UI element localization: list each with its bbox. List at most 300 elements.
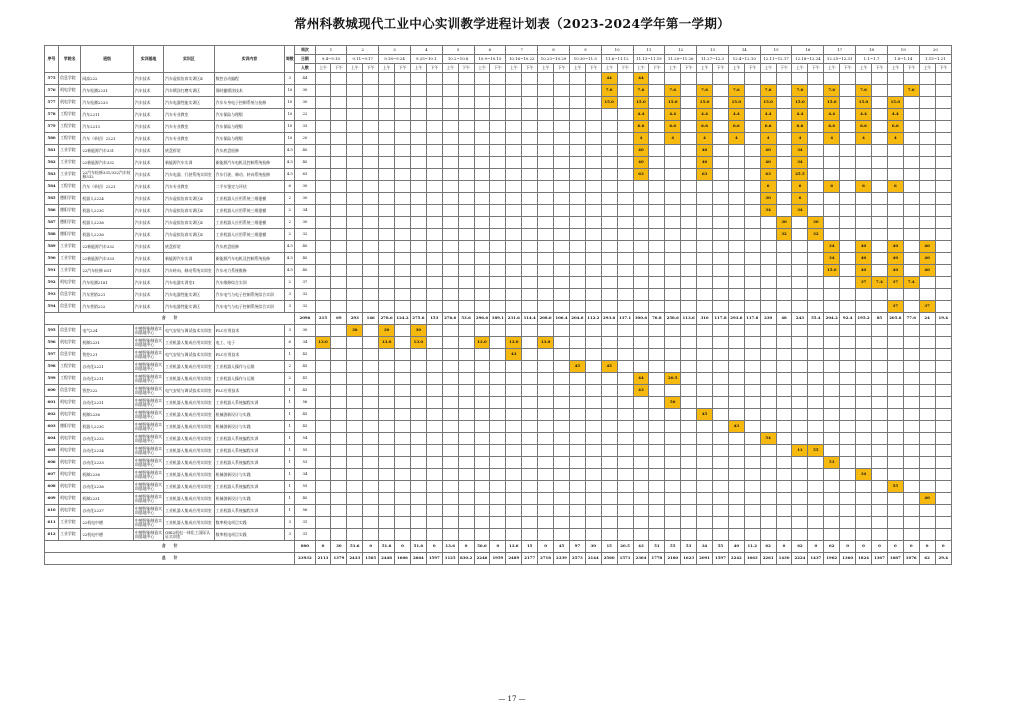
- empty-cell: [490, 109, 506, 121]
- empty-cell: [808, 145, 824, 157]
- empty-cell: [442, 277, 458, 289]
- total-value: 19.4: [935, 313, 951, 325]
- empty-cell: [824, 505, 840, 517]
- total-value: 45: [554, 541, 570, 553]
- empty-cell: [395, 457, 411, 469]
- empty-cell: [395, 289, 411, 301]
- row-base: 汽车技术: [133, 157, 163, 169]
- empty-cell: [490, 265, 506, 277]
- empty-cell: [633, 505, 649, 517]
- schedule-cell: 13.0: [379, 337, 395, 349]
- empty-cell: [395, 301, 411, 313]
- empty-cell: [744, 253, 760, 265]
- empty-cell: [410, 73, 426, 85]
- empty-cell: [697, 193, 713, 205]
- total-value: 0: [840, 541, 856, 553]
- week-date: 10.2~10.8: [442, 55, 474, 64]
- empty-cell: [665, 385, 681, 397]
- empty-cell: [712, 205, 728, 217]
- empty-cell: [919, 169, 935, 181]
- empty-cell: [760, 385, 776, 397]
- total-label: 合 计: [45, 313, 295, 325]
- empty-cell: [728, 205, 744, 217]
- empty-cell: [538, 169, 554, 181]
- empty-cell: [395, 157, 411, 169]
- empty-cell: [887, 409, 903, 421]
- row-content: 汽车保险与理赔: [214, 109, 285, 121]
- row-base: 中德智能制造实训基地中心: [134, 349, 163, 359]
- empty-cell: [728, 325, 744, 337]
- row-weeks: 10: [285, 121, 295, 133]
- empty-cell: [522, 241, 538, 253]
- empty-cell: [760, 349, 776, 361]
- schedule-cell: 6: [887, 181, 903, 193]
- empty-cell: [363, 397, 379, 409]
- empty-cell: [331, 529, 347, 541]
- empty-cell: [379, 265, 395, 277]
- empty-cell: [649, 325, 665, 337]
- empty-cell: [903, 181, 919, 193]
- total-value: 1379: [331, 553, 347, 565]
- empty-cell: [585, 133, 601, 145]
- empty-cell: [633, 349, 649, 361]
- empty-cell: [410, 529, 426, 541]
- empty-cell: [887, 145, 903, 157]
- empty-cell: [744, 157, 760, 169]
- empty-cell: [776, 73, 792, 85]
- empty-cell: [776, 517, 792, 529]
- empty-cell: [490, 325, 506, 337]
- row-people: 31: [295, 529, 315, 541]
- empty-cell: [776, 121, 792, 133]
- empty-cell: [760, 421, 776, 433]
- week-number: 17: [824, 46, 856, 55]
- empty-cell: [601, 505, 617, 517]
- empty-cell: [744, 241, 760, 253]
- row-base: 中德智能制造实训基地中心: [134, 493, 163, 503]
- empty-cell: [728, 445, 744, 457]
- empty-cell: [474, 145, 490, 157]
- row-seq: 579: [45, 121, 59, 133]
- empty-cell: [426, 205, 442, 217]
- table-row: [45, 229, 952, 241]
- empty-cell: [379, 157, 395, 169]
- empty-cell: [474, 157, 490, 169]
- empty-cell: [887, 85, 903, 97]
- empty-cell: [538, 229, 554, 241]
- schedule-cell: 20.5: [665, 373, 681, 385]
- empty-cell: [697, 73, 713, 85]
- empty-cell: [315, 529, 331, 541]
- schedule-cell: 56: [665, 397, 681, 409]
- empty-cell: [728, 253, 744, 265]
- row-base: 中德智能制造实训基地中心: [134, 481, 163, 491]
- empty-cell: [410, 289, 426, 301]
- empty-cell: [331, 301, 347, 313]
- empty-cell: [871, 217, 887, 229]
- empty-cell: [522, 529, 538, 541]
- schedule-cell: 4.4: [856, 109, 872, 121]
- row-college: 信息学院: [59, 301, 81, 313]
- empty-cell: [744, 457, 760, 469]
- row-class: 电气224: [81, 325, 134, 337]
- empty-cell: [744, 361, 760, 373]
- empty-cell: [506, 205, 522, 217]
- empty-cell: [538, 469, 554, 481]
- empty-cell: [315, 217, 331, 229]
- empty-cell: [538, 181, 554, 193]
- empty-cell: [824, 169, 840, 181]
- schedule-cell: 34: [792, 145, 808, 157]
- empty-cell: [903, 193, 919, 205]
- empty-cell: [935, 121, 951, 133]
- empty-cell: [887, 289, 903, 301]
- empty-cell: [665, 493, 681, 505]
- am-header: 上午: [410, 64, 426, 73]
- empty-cell: [617, 337, 633, 349]
- empty-cell: [458, 133, 474, 145]
- empty-cell: [538, 361, 554, 373]
- empty-cell: [681, 421, 697, 433]
- empty-cell: [585, 277, 601, 289]
- empty-cell: [347, 529, 363, 541]
- schedule-cell: 40: [887, 253, 903, 265]
- empty-cell: [363, 157, 379, 169]
- empty-cell: [569, 181, 585, 193]
- empty-cell: [824, 397, 840, 409]
- row-people: 43: [295, 385, 315, 397]
- empty-cell: [633, 253, 649, 265]
- empty-cell: [538, 457, 554, 469]
- empty-cell: [808, 325, 824, 337]
- row-base: 汽车技术: [133, 289, 163, 301]
- row-base: 中德智能制造实训基地中心: [134, 505, 163, 515]
- row-area: 工业机器人集成应用实训室: [164, 409, 214, 421]
- empty-cell: [554, 385, 570, 397]
- empty-cell: [808, 409, 824, 421]
- empty-cell: [871, 505, 887, 517]
- empty-cell: [665, 361, 681, 373]
- empty-cell: [363, 409, 379, 421]
- empty-cell: [410, 469, 426, 481]
- schedule-cell: 6: [792, 193, 808, 205]
- empty-cell: [840, 73, 856, 85]
- empty-cell: [522, 109, 538, 121]
- empty-cell: [617, 301, 633, 313]
- empty-cell: [871, 373, 887, 385]
- row-people: 41: [295, 373, 315, 385]
- empty-cell: [363, 325, 379, 337]
- total-value: 85: [871, 313, 887, 325]
- row-base: 中德智能制造实训基地中心: [134, 433, 163, 443]
- empty-cell: [554, 217, 570, 229]
- total-value: 1367: [871, 553, 887, 565]
- schedule-cell: 54: [760, 433, 776, 445]
- empty-cell: [347, 361, 363, 373]
- empty-cell: [315, 241, 331, 253]
- empty-cell: [665, 301, 681, 313]
- empty-cell: [728, 169, 744, 181]
- empty-cell: [744, 301, 760, 313]
- empty-cell: [919, 373, 935, 385]
- empty-cell: [935, 481, 951, 493]
- empty-cell: [617, 445, 633, 457]
- empty-cell: [649, 97, 665, 109]
- empty-cell: [474, 97, 490, 109]
- empty-cell: [840, 433, 856, 445]
- empty-cell: [840, 241, 856, 253]
- empty-cell: [856, 445, 872, 457]
- row-weeks: 3: [285, 529, 295, 541]
- empty-cell: [808, 433, 824, 445]
- empty-cell: [554, 289, 570, 301]
- schedule-cell: 7.6: [792, 85, 808, 97]
- empty-cell: [856, 457, 872, 469]
- empty-cell: [840, 481, 856, 493]
- schedule-cell: 4: [824, 133, 840, 145]
- row-class: 网高222: [81, 73, 134, 85]
- row-content: 汽车行驶、制动、转向系统检修: [214, 169, 285, 181]
- empty-cell: [617, 361, 633, 373]
- schedule-cell: 4: [887, 133, 903, 145]
- total-value: 189.1: [490, 313, 506, 325]
- empty-cell: [649, 193, 665, 205]
- empty-cell: [379, 373, 395, 385]
- empty-cell: [538, 145, 554, 157]
- empty-cell: [712, 109, 728, 121]
- empty-cell: [538, 217, 554, 229]
- schedule-cell: 6: [856, 181, 872, 193]
- empty-cell: [808, 97, 824, 109]
- empty-cell: [649, 373, 665, 385]
- empty-cell: [856, 517, 872, 529]
- week-number: 10: [601, 46, 633, 55]
- empty-cell: [935, 517, 951, 529]
- empty-cell: [490, 529, 506, 541]
- empty-cell: [506, 301, 522, 313]
- empty-cell: [744, 109, 760, 121]
- row-class: 22新能源汽车332: [81, 157, 134, 169]
- empty-cell: [935, 409, 951, 421]
- empty-cell: [538, 205, 554, 217]
- empty-cell: [506, 121, 522, 133]
- empty-cell: [458, 289, 474, 301]
- row-class: 汽车检测2181: [81, 277, 134, 289]
- empty-cell: [363, 505, 379, 517]
- empty-cell: [824, 481, 840, 493]
- empty-cell: [363, 529, 379, 541]
- empty-cell: [712, 505, 728, 517]
- empty-cell: [363, 121, 379, 133]
- empty-cell: [903, 253, 919, 265]
- empty-cell: [331, 73, 347, 85]
- am-header: 上午: [728, 64, 744, 73]
- total-value: 1663: [744, 553, 760, 565]
- empty-cell: [601, 241, 617, 253]
- schedule-cell: 37: [887, 301, 903, 313]
- empty-cell: [776, 97, 792, 109]
- empty-cell: [395, 517, 411, 529]
- empty-cell: [808, 517, 824, 529]
- row-class: 汽车（单招）2221: [81, 133, 134, 145]
- row-seq: 612: [45, 529, 59, 541]
- empty-cell: [569, 445, 585, 457]
- schedule-cell: 4: [856, 133, 872, 145]
- empty-cell: [522, 157, 538, 169]
- empty-cell: [331, 493, 347, 505]
- total-value: 13.6: [442, 541, 458, 553]
- empty-cell: [728, 73, 744, 85]
- empty-cell: [697, 265, 713, 277]
- empty-cell: [617, 217, 633, 229]
- empty-cell: [744, 145, 760, 157]
- total-value: 2091: [697, 553, 713, 565]
- empty-cell: [363, 493, 379, 505]
- row-college: 信息学院: [59, 73, 81, 85]
- row-base: 汽车技术: [133, 109, 163, 121]
- week-date: 12.25~12.31: [824, 55, 856, 64]
- empty-cell: [554, 409, 570, 421]
- empty-cell: [379, 517, 395, 529]
- empty-cell: [379, 145, 395, 157]
- empty-cell: [569, 229, 585, 241]
- empty-cell: [681, 193, 697, 205]
- am-header: 上午: [538, 64, 554, 73]
- total-value: 1571: [617, 553, 633, 565]
- empty-cell: [331, 325, 347, 337]
- row-content: 工业机器人系统编程实训: [214, 433, 285, 445]
- empty-cell: [760, 73, 776, 85]
- empty-cell: [538, 325, 554, 337]
- empty-cell: [824, 433, 840, 445]
- empty-cell: [569, 301, 585, 313]
- empty-cell: [681, 373, 697, 385]
- empty-cell: [426, 529, 442, 541]
- row-weeks: 2: [285, 373, 295, 385]
- empty-cell: [315, 421, 331, 433]
- empty-cell: [840, 529, 856, 541]
- total-value: 0: [395, 541, 411, 553]
- empty-cell: [331, 145, 347, 157]
- empty-cell: [538, 133, 554, 145]
- empty-cell: [665, 193, 681, 205]
- empty-cell: [697, 337, 713, 349]
- row-area: 工业机器人集成应用实训室: [164, 445, 214, 457]
- row-college: 信息学院: [59, 289, 81, 301]
- week-date: 1.15~1.21: [919, 55, 951, 64]
- total-label: 总 计: [45, 553, 295, 565]
- empty-cell: [442, 457, 458, 469]
- total-value: 51.6: [379, 541, 395, 553]
- empty-cell: [569, 385, 585, 397]
- row-base: 中德智能制造实训基地中心: [134, 457, 163, 467]
- empty-cell: [665, 169, 681, 181]
- total-value: 0: [935, 541, 951, 553]
- empty-cell: [315, 277, 331, 289]
- empty-cell: [728, 301, 744, 313]
- row-area: 电气安装与调试技术实训室: [164, 385, 214, 397]
- row-content: 汽车维修综合实训: [214, 277, 285, 289]
- empty-cell: [585, 205, 601, 217]
- empty-cell: [887, 433, 903, 445]
- row-content: 汽车保险与理赔: [214, 121, 285, 133]
- row-college: 机电学院: [59, 85, 81, 97]
- pm-header: 下午: [840, 64, 856, 73]
- empty-cell: [426, 157, 442, 169]
- row-people: 33: [295, 121, 315, 133]
- empty-cell: [442, 325, 458, 337]
- row-area: 工业机器人集成应用实训室: [164, 421, 214, 433]
- empty-cell: [887, 169, 903, 181]
- empty-cell: [395, 361, 411, 373]
- empty-cell: [776, 397, 792, 409]
- schedule-cell: 6: [760, 181, 776, 193]
- empty-cell: [697, 181, 713, 193]
- empty-cell: [617, 349, 633, 361]
- row-weeks: 1: [285, 397, 295, 409]
- empty-cell: [712, 253, 728, 265]
- row-weeks: 4.5: [285, 145, 295, 157]
- row-content: 工业机器人系统编程实训: [214, 457, 285, 469]
- total-value: 24: [919, 313, 935, 325]
- table-row: [45, 517, 952, 529]
- empty-cell: [856, 217, 872, 229]
- row-people: 63: [295, 169, 315, 181]
- empty-cell: [887, 337, 903, 349]
- row-people: 37: [295, 277, 315, 289]
- empty-cell: [760, 265, 776, 277]
- empty-cell: [808, 385, 824, 397]
- total-value: 76.8: [649, 313, 665, 325]
- empty-cell: [363, 193, 379, 205]
- empty-cell: [363, 169, 379, 181]
- empty-cell: [410, 121, 426, 133]
- row-seq: 593: [45, 289, 59, 301]
- empty-cell: [506, 145, 522, 157]
- empty-cell: [919, 145, 935, 157]
- empty-cell: [379, 505, 395, 517]
- empty-cell: [935, 253, 951, 265]
- empty-cell: [903, 373, 919, 385]
- total-value: 153: [426, 313, 442, 325]
- empty-cell: [903, 97, 919, 109]
- schedule-cell: 6.6: [665, 121, 681, 133]
- total-value: 55: [712, 541, 728, 553]
- row-content: 数控自动编程: [214, 73, 285, 85]
- row-base: 汽车技术: [133, 133, 163, 145]
- empty-cell: [458, 253, 474, 265]
- empty-cell: [935, 265, 951, 277]
- empty-cell: [506, 373, 522, 385]
- schedule-cell: 11: [792, 445, 808, 457]
- empty-cell: [331, 97, 347, 109]
- week-date: 11.6~11.12: [601, 55, 633, 64]
- empty-cell: [538, 517, 554, 529]
- row-seq: 590: [45, 253, 59, 265]
- empty-cell: [363, 217, 379, 229]
- subtotal-row: [45, 313, 952, 325]
- empty-cell: [808, 121, 824, 133]
- week-number: 13: [697, 46, 729, 55]
- row-class: 智控221: [81, 349, 134, 361]
- empty-cell: [458, 421, 474, 433]
- row-area: 工业机器人集成应用实训室: [164, 373, 214, 385]
- empty-cell: [871, 193, 887, 205]
- empty-cell: [585, 145, 601, 157]
- row-area: 汽车虚拟仿真实训区Ⅱ: [164, 193, 214, 205]
- row-seq: 586: [45, 205, 59, 217]
- empty-cell: [856, 397, 872, 409]
